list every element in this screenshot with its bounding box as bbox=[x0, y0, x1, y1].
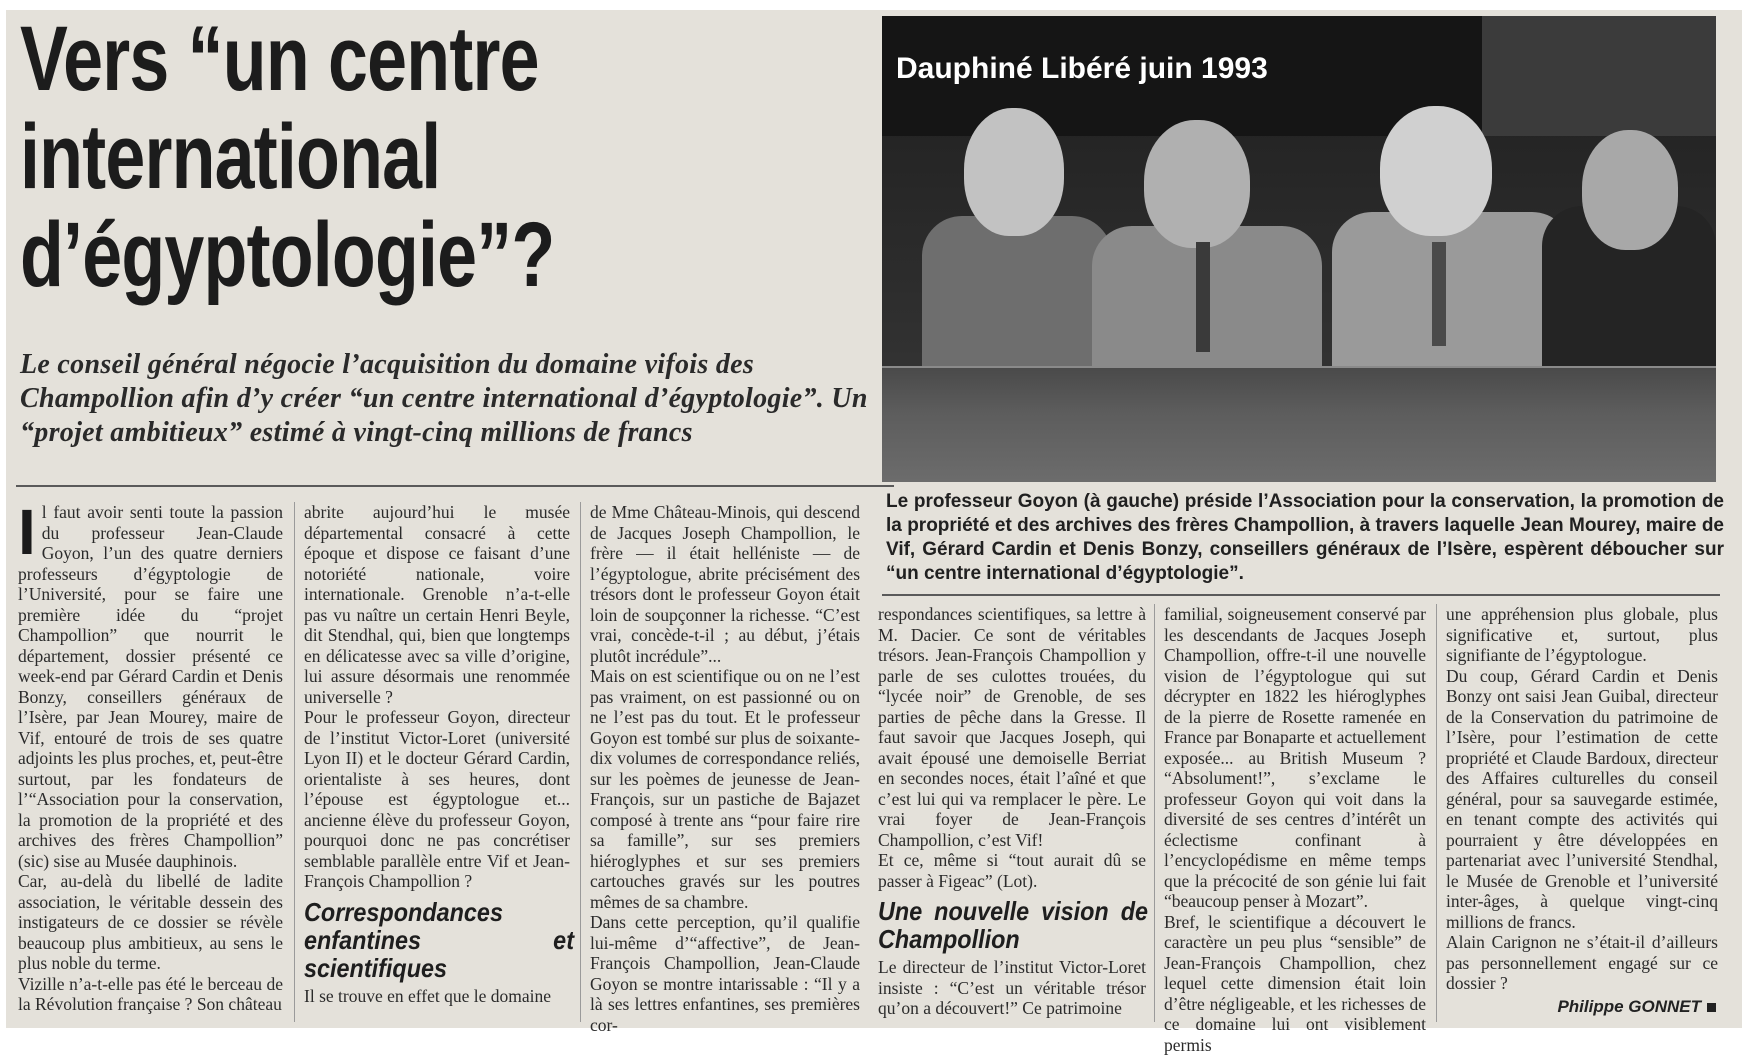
photo-credit: Dauphiné Libéré juin 1993 bbox=[896, 52, 1268, 86]
paragraph: Bref, le scientifique a découvert le caractère un peu plus “sensible” de Jean-François Champollion, chez lequel cette dimension était loin d’être négligeable, et les richesses de ce domaine lui ont visiblement permis bbox=[1164, 912, 1426, 1055]
column-rule bbox=[294, 502, 295, 1022]
end-mark-icon bbox=[1707, 1003, 1716, 1012]
paragraph: l faut avoir senti toute la passion du professeur Jean-Claude Goyon, l’un des quatre derniers professeurs d’égyptologie de l’Université, pour se faire une première idée du “projet Champollion” que nourrit le département, dossier présenté ce week-end par Gérard Cardin et Denis Bonzy, conseillers généraux de l’Isère, par Jean Mourey, maire de Vif, entouré de trois de ses quatre adjoints les plus proches, et, peut-être surtout, par les fondateurs de l’“Association pour la conservation, la promotion de la propriété et des archives des frères Champollion” (sic) sise au Musée dauphinois. bbox=[18, 502, 283, 871]
group-photo bbox=[882, 16, 1716, 482]
author-name: Philippe GONNET bbox=[1557, 997, 1701, 1016]
deck-divider bbox=[16, 485, 894, 487]
paragraph: Dans cette perception, qu’il qualifie lui-même d’“affective”, de Jean-François Champollion, Jean-Claude Goyon se montre intarissable : “Il y a là ses lettres enfantines, ses premières cor- bbox=[590, 912, 860, 1035]
paragraph: familial, soigneusement conservé par les descendants de Jacques Joseph Champollion, offre-t-il une nouvelle vision de l’égyptologue qui sut décrypter en 1822 les hiéroglyphes de la pierre de Rosette ramenée en France par Bonaparte et actuellement exposée... au British Museum ? “Absolument!”, s’exclame le professeur Goyon qui voit dans la diversité de ses centres d’intérêt un éclectisme confinant à l’encyclopédisme en même temps que la précocité de son génie lui fait “beaucoup penser à Mozart”. bbox=[1164, 604, 1426, 912]
paragraph: de Mme Château-Minois, qui descend de Jacques Joseph Champollion, le frère — il était helléniste — de l’égyptologue, abrite précisément des trésors dont le professeur Goyon était loin de soupçonner la richesse. “C’est vrai, concède-t-il ; au début, j’étais plutôt incrédule”... bbox=[590, 502, 860, 666]
paragraph: Du coup, Gérard Cardin et Denis Bonzy ont saisi Jean Guibal, directeur de la Conservation du patrimoine de l’Isère, pour l’estimation de cette propriété et Claude Bardoux, directeur des Affaires culturelles du conseil général, pour sa sauvegarde estimée, en tenant compte des activités qui pourraient y être développées en partenariat avec l’université Stendhal, le Musée de Grenoble et l’université inter-âges, à quelque vingt-cinq millions de francs. bbox=[1446, 666, 1718, 933]
headline-line-1: Vers “un centre bbox=[20, 10, 878, 108]
photo-table bbox=[882, 368, 1716, 482]
paragraph: Le directeur de l’institut Victor-Loret insiste : “C’est un véritable trésor qu’on a découvert!” Ce patrimoine bbox=[878, 957, 1146, 1019]
headline-line-2: international bbox=[20, 108, 878, 206]
deck-subtitle: Le conseil général négocie l’acquisition du domaine vifois des Champollion afin d’y créer “un centre international d’égyptologie”. Un “projet ambitieux” estimé à vingt-cinq millions de francs bbox=[20, 348, 890, 450]
newspaper-clipping bbox=[6, 10, 1742, 1028]
paragraph: Alain Carignon ne s’était-il d’ailleurs pas personnellement engagé sur ce dossier ? bbox=[1446, 932, 1718, 994]
paragraph: Car, au-delà du libellé de ladite association, le véritable dessein des instigateurs de ce dossier se révèle beaucoup plus ambitieux, au sens le plus noble du terme. bbox=[18, 871, 283, 974]
subheading: Une nouvelle vision de Champollion bbox=[878, 897, 1148, 953]
paragraph: Mais on est scientifique ou on ne l’est pas vraiment, on est passionné ou on ne l’est pas du tout. Et le professeur Goyon est tombé sur plus de soixante-dix volumes de correspondance reliés, sur les poèmes de jeunesse de Jean-François, sur un pastiche de Bajazet composé à trente ans “pour faire rire sa famille”, sur ses premiers hiéroglyphes et sur ses premiers cartouches gravés sur les poutres mêmes de sa chambre. bbox=[590, 666, 860, 912]
headline-line-3: d’égyptologie”? bbox=[20, 206, 878, 304]
column-rule bbox=[1154, 604, 1155, 1022]
photo-background-right bbox=[1482, 16, 1716, 136]
article-column-3 bbox=[590, 502, 860, 1035]
paragraph: abrite aujourd’hui le musée départemental consacré à cette époque et dispose ce faisant d’une notoriété nationale, voire internationale. Grenoble n’a-t-elle pas vu naître un certain Henri Beyle, dit Stendhal, qui, bien que longtemps en délicatesse avec sa ville d’origine, lui assure désormais une renommée universelle ? bbox=[304, 502, 570, 707]
subheading: Correspondances enfantines et scientifiques bbox=[304, 898, 574, 982]
drop-cap: I bbox=[18, 504, 36, 560]
column-rule bbox=[580, 502, 581, 1022]
paragraph: Vizille n’a-t-elle pas été le berceau de la Révolution française ? Son château bbox=[18, 974, 283, 1015]
article-column-2 bbox=[304, 502, 570, 1006]
column-rule bbox=[1436, 604, 1437, 1022]
article-column-6 bbox=[1446, 604, 1718, 994]
article-column-1 bbox=[18, 502, 283, 1015]
paragraph: une appréhension plus globale, plus significative et, surtout, plus signifiante de l’égyptologue. bbox=[1446, 604, 1718, 666]
paragraph: Pour le professeur Goyon, directeur de l’institut Victor-Loret (université Lyon II) et le docteur Gérard Cardin, orientaliste à ses heures, dont l’épouse est égyptologue et... ancienne élève du professeur Goyon, pourquoi donc ne pas concrétiser semblable parallèle entre Vif et Jean-François Champollion ? bbox=[304, 707, 570, 892]
paragraph: Et ce, même si “tout aurait dû se passer à Figeac” (Lot). bbox=[878, 850, 1146, 891]
photo-caption: Le professeur Goyon (à gauche) préside l’Association pour la conservation, la promotion de la propriété et des archives des frères Champollion, à travers laquelle Jean Mourey, maire de Vif, Gérard Cardin et Denis Bonzy, conseillers généraux de l’Isère, espèrent déboucher sur “un centre international d’égyptologie”. bbox=[886, 490, 1724, 586]
author-byline bbox=[1506, 997, 1716, 1017]
paragraph: Il se trouve en effet que le domaine bbox=[304, 986, 570, 1007]
headline bbox=[20, 10, 878, 304]
article-column-4 bbox=[878, 604, 1146, 1019]
paragraph: respondances scientifiques, sa lettre à M. Dacier. Ce sont de véritables trésors. Jean-François Champollion y parle de ses culottes trouées, du “lycée noir” de Grenoble, de ses parties de pêche dans la Gresse. Il faut savoir que Jacques Joseph, qui avait épousé une demoiselle Berriat en secondes noces, était l’aîné et que c’est lui qui va remplacer le père. Le vrai foyer de Jean-François Champollion, c’est Vif! bbox=[878, 604, 1146, 850]
caption-divider bbox=[882, 594, 1720, 596]
article-column-5 bbox=[1164, 604, 1426, 1055]
